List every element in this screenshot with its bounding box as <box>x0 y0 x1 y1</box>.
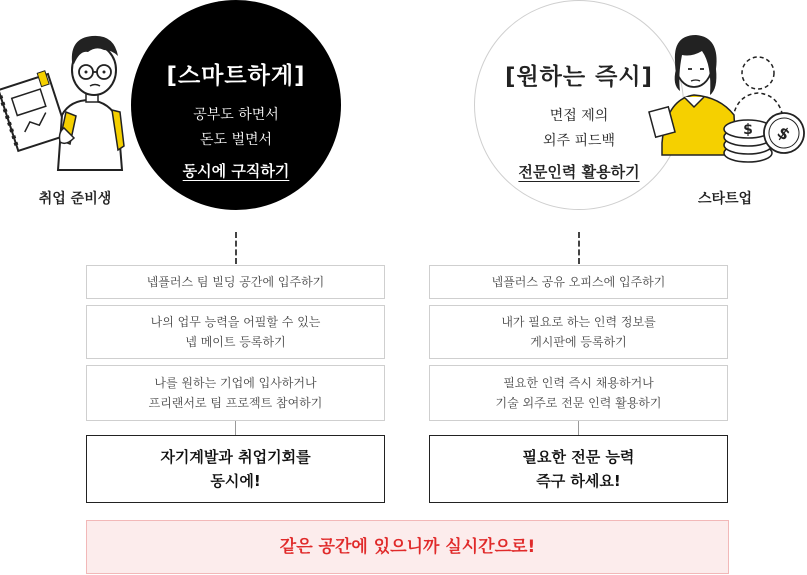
left-step-3 <box>86 365 385 421</box>
left-step-3-line2: 프리랜서로 팀 프로젝트 참여하기 <box>148 396 323 410</box>
startup-label: 스타트업 <box>697 191 753 207</box>
student-label: 취업 준비생 <box>38 191 112 207</box>
svg-text:$: $ <box>743 122 753 138</box>
right-step-2 <box>429 305 728 359</box>
right-step-3 <box>429 365 728 421</box>
right-step-2-line2: 게시판에 등록하기 <box>530 335 627 349</box>
right-result-line2: 즉구 하세요! <box>536 472 621 490</box>
right-result-line1: 필요한 전문 능력 <box>522 448 635 466</box>
left-step-2-line1: 나의 업무 능력을 어필할 수 있는 <box>150 315 321 329</box>
left-step-2 <box>86 305 385 359</box>
right-circle-line1: 면접 제의 <box>549 108 609 124</box>
svg-text:$: $ <box>773 122 794 145</box>
left-step-2-line2: 넵 메이트 등록하기 <box>185 335 286 349</box>
right-result-connector <box>578 421 579 435</box>
right-step-3-line1: 필요한 인력 즉시 채용하거나 <box>503 376 654 390</box>
left-circle-title: [스마트하게] <box>166 63 306 89</box>
right-circle-title: [원하는 즉시] <box>504 64 654 90</box>
right-result-box <box>429 435 728 503</box>
left-circle-line1: 공부도 하면서 <box>193 107 279 123</box>
left-result-line2: 동시에! <box>210 472 261 490</box>
right-step-1-line1: 넵플러스 공유 오피스에 입주하기 <box>491 275 666 289</box>
left-step-3-line1: 나를 원하는 기업에 입사하거나 <box>154 376 317 390</box>
left-dashed-connector <box>235 232 237 264</box>
left-circle <box>131 0 341 210</box>
right-step-1 <box>429 265 728 299</box>
left-step-1 <box>86 265 385 299</box>
right-step-2-line1: 내가 필요로 하는 인력 정보를 <box>501 315 656 329</box>
right-dashed-connector <box>578 232 580 264</box>
bottom-banner: 같은 공간에 있으니까 실시간으로! <box>86 520 729 574</box>
student-illustration <box>0 20 130 180</box>
left-circle-line2: 돈도 벌면서 <box>199 132 273 148</box>
left-step-1-line1: 넵플러스 팀 빌딩 공간에 입주하기 <box>146 275 325 289</box>
right-step-3-line2: 기술 외주로 전문 인력 활용하기 <box>495 396 662 410</box>
right-circle-line2: 외주 피드백 <box>542 133 616 149</box>
left-circle-emphasis: 동시에 구직하기 <box>182 162 290 180</box>
notebook-icon <box>0 70 68 151</box>
left-result-connector <box>235 421 236 435</box>
right-circle-emphasis: 전문인력 활용하기 <box>518 163 640 181</box>
left-result-line1: 자기계발과 취업기회를 <box>160 448 311 466</box>
left-result-box <box>86 435 385 503</box>
startup-illustration <box>648 25 806 175</box>
